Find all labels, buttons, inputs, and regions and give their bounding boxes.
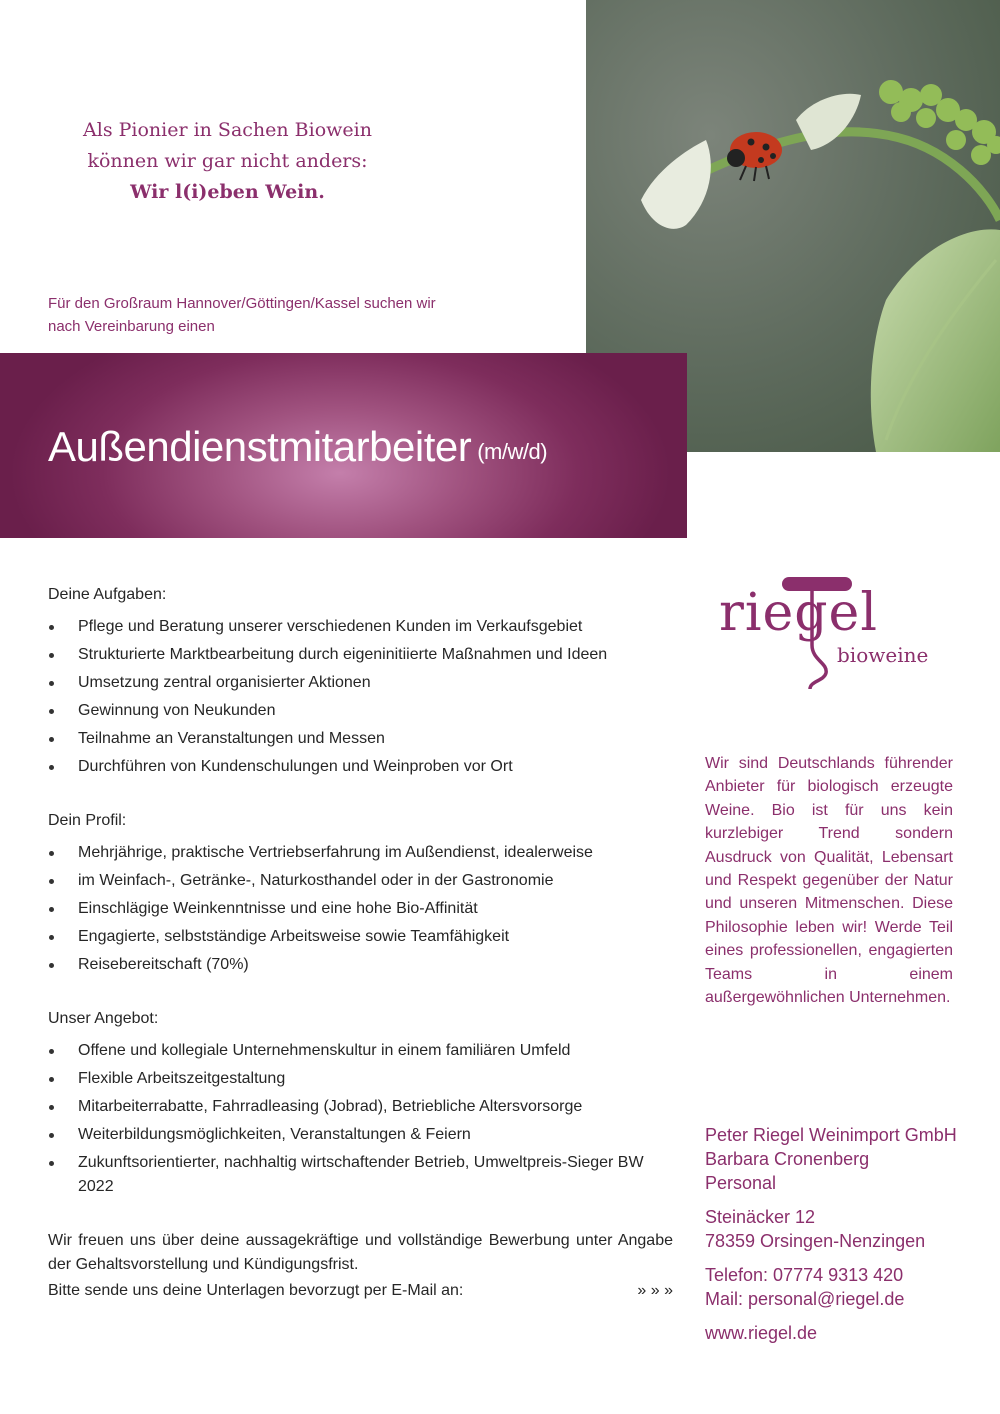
tagline-line-3: Wir l(i)eben Wein. — [130, 181, 325, 203]
contact-person: Barbara Cronenberg — [705, 1149, 870, 1169]
list-item: Engagierte, selbstständige Arbeitsweise sowie Teamfähigkeit — [48, 923, 673, 951]
job-title-suffix: (m/w/d) — [477, 439, 548, 464]
list-item: Durchführen von Kundenschulungen und Weinproben vor Ort — [48, 753, 673, 781]
tasks-list — [48, 613, 673, 781]
contact-street: Steinäcker 12 — [705, 1207, 816, 1227]
contact-city: 78359 Orsingen-Nenzingen — [705, 1231, 926, 1251]
offer-heading: Unser Angebot: — [48, 1010, 159, 1027]
tagline — [40, 115, 415, 208]
riegel-logo — [716, 575, 946, 695]
send-instruction — [48, 1279, 673, 1303]
list-item: Zukunftsorientierter, nachhaltig wirtschaftender Betrieb, Umweltpreis-Sieger BW 2022 — [48, 1149, 673, 1201]
list-item: Flexible Arbeitszeitgestaltung — [48, 1065, 673, 1093]
intro-line-2: nach Vereinbarung einen — [48, 318, 215, 335]
tagline-line-1: Als Pionier in Sachen Biowein — [83, 119, 372, 141]
profile-list — [48, 839, 673, 979]
list-item: Einschlägige Weinkenntnisse und eine hohe Bio-Affinität — [48, 895, 673, 923]
job-title — [48, 423, 547, 471]
list-item: Strukturierte Marktbearbeitung durch eigeninitiierte Maßnahmen und Ideen — [48, 641, 673, 669]
list-item: Mitarbeiterrabatte, Fahrradleasing (Jobrad), Betriebliche Altersvorsorge — [48, 1093, 673, 1121]
intro-text — [48, 292, 488, 338]
intro-line-1: Für den Großraum Hannover/Göttingen/Kassel suchen wir — [48, 295, 436, 312]
send-text: Bitte sende uns deine Unterlagen bevorzugt per E-Mail an: — [48, 1282, 464, 1299]
closing-text: Wir freuen uns über deine aussagekräftige und vollständige Bewerbung unter Angabe der Gehaltsvorstellung und Kündigungsfrist. — [48, 1232, 673, 1273]
contact-block — [705, 1123, 965, 1355]
list-item: Pflege und Beratung unserer verschiedenen Kunden im Verkaufsgebiet — [48, 613, 673, 641]
contact-mail[interactable]: Mail: personal@riegel.de — [705, 1289, 905, 1309]
offer-list — [48, 1037, 673, 1201]
list-item: Mehrjährige, praktische Vertriebserfahrung im Außendienst, idealerweise — [48, 839, 673, 867]
logo-wordmark: riegel — [719, 583, 878, 643]
profile-heading: Dein Profil: — [48, 812, 127, 829]
list-item: Teilnahme an Veranstaltungen und Messen — [48, 725, 673, 753]
list-item: Umsetzung zentral organisierter Aktionen — [48, 669, 673, 697]
contact-phone[interactable]: Telefon: 07774 9313 420 — [705, 1265, 904, 1285]
arrows-icon: » » » — [637, 1282, 673, 1299]
list-item: Offene und kollegiale Unternehmenskultur in einem familiären Umfeld — [48, 1037, 673, 1065]
logo-subtitle: bioweine — [837, 643, 929, 667]
about-text: Wir sind Deutschlands führender Anbieter für biologisch erzeugte Weine. Bio ist für uns kein kurzlebiger Trend sondern Ausdruck von Qualität, Lebensart und Respekt gegenüber der Natur und unseren Mitmenschen. Diese Philosophie leben wir! Werde Teil eines professionellen, engagierten Teams in einem außergewöhnlichen Unternehmen. — [705, 755, 953, 1007]
tagline-line-2: können wir gar nicht anders: — [87, 150, 368, 172]
contact-company: Peter Riegel Weinimport GmbH — [705, 1125, 957, 1145]
title-banner — [0, 353, 687, 538]
list-item: im Weinfach-, Getränke-, Naturkosthandel oder in der Gastronomie — [48, 867, 673, 895]
tasks-heading: Deine Aufgaben: — [48, 586, 167, 603]
contact-department: Personal — [705, 1173, 777, 1193]
job-details — [48, 583, 673, 1303]
list-item: Reisebereitschaft (70%) — [48, 951, 673, 979]
list-item: Gewinnung von Neukunden — [48, 697, 673, 725]
job-title-text: Außendienstmitarbeiter — [48, 423, 472, 470]
contact-web-link[interactable]: www.riegel.de — [705, 1323, 818, 1343]
list-item: Weiterbildungsmöglichkeiten, Veranstaltungen & Feiern — [48, 1121, 673, 1149]
